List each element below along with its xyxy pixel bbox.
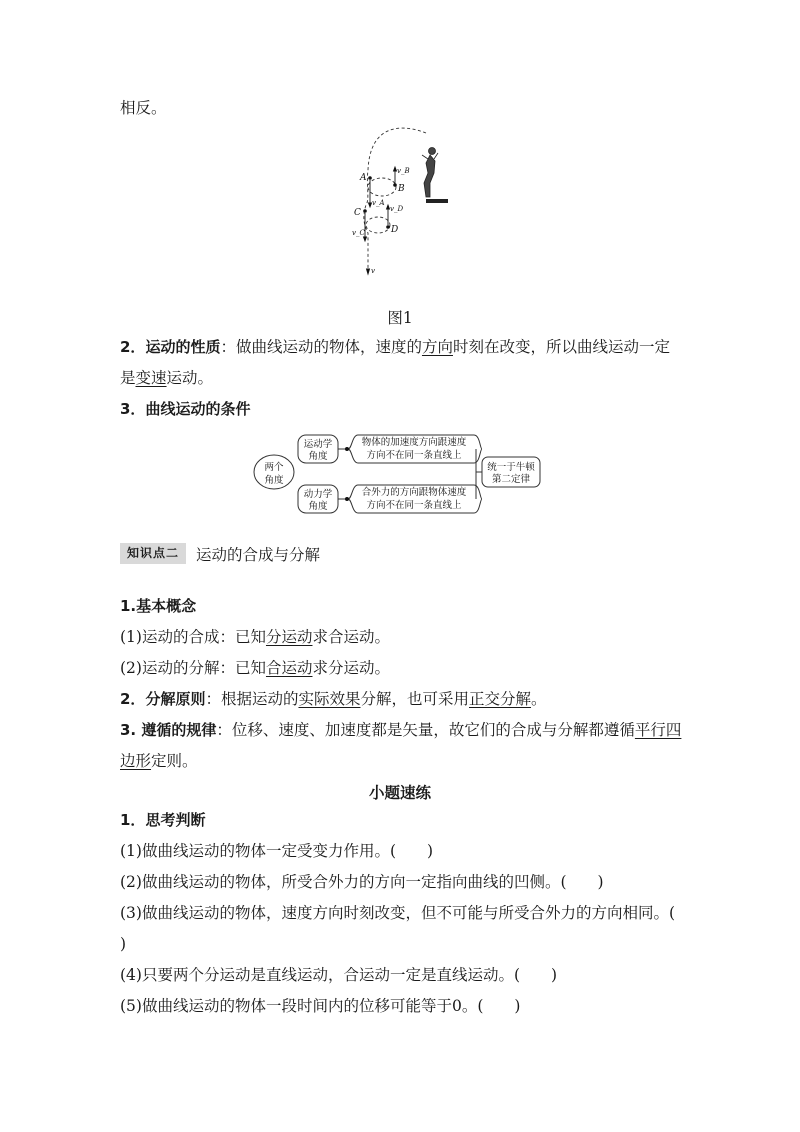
- point-A: [368, 176, 372, 180]
- answer-orthogonal: 正交分解: [469, 690, 532, 708]
- label-B: B: [398, 184, 405, 194]
- knowledge-point-tag: 知识点二: [120, 543, 186, 564]
- question-3: (3)做曲线运动的物体，速度方向时刻改变，但不可能与所受合外力的方向相同。(: [120, 904, 676, 922]
- section2-title: 运动的合成与分解: [196, 546, 321, 564]
- top-desc-2: 方向不在同一条直线上: [366, 450, 462, 461]
- bottom-node-text-2: 角度: [308, 501, 328, 512]
- bottom-desc-2: 方向不在同一条直线上: [366, 500, 462, 511]
- answer-actual-effect: 实际效果: [298, 690, 361, 708]
- loop-lower: [366, 217, 390, 233]
- answer-parallelogram-1: 平行四: [634, 721, 682, 739]
- rule-line1: 3. 遵循的规律：位移、速度、加速度都是矢量，故它们的合成与分解都遵循平行四: [120, 721, 682, 739]
- top-node-text-1: 运动学: [303, 439, 333, 450]
- basic-heading: 1.基本概念: [120, 597, 197, 615]
- curve-condition-concept-map: [250, 425, 550, 517]
- point-C: [363, 209, 367, 213]
- bottom-node-text-1: 动力学: [303, 489, 333, 500]
- basic-line2: (2)运动的分解：已知合运动求分运动。: [120, 659, 390, 677]
- diver-icon: [422, 148, 438, 198]
- item2-label: 运动的性质: [145, 338, 221, 356]
- item2-line1: 2．运动的性质：做曲线运动的物体，速度的方向时刻在改变，所以曲线运动一定: [120, 338, 670, 356]
- top-desc-1: 物体的加速度方向跟速度: [361, 437, 467, 448]
- arrow-v: [367, 269, 370, 274]
- label-v: v: [371, 267, 375, 275]
- right-node-text-2: 第二定律: [491, 474, 531, 485]
- label-C: C: [354, 208, 361, 218]
- practice-heading: 1．思考判断: [120, 811, 206, 829]
- point-D: [386, 225, 390, 229]
- question-4: (4)只要两个分运动是直线运动，合运动一定是直线运动。( ): [120, 966, 558, 984]
- top-text: 相反。: [120, 99, 167, 117]
- answer-component-motion: 分运动: [265, 628, 313, 646]
- item3-heading: 3．曲线运动的条件: [120, 400, 251, 418]
- practice-title: 小题速练: [368, 784, 431, 802]
- label-vD: v_D: [390, 205, 404, 213]
- question-3-cont: ): [120, 935, 127, 953]
- rule-line2: 边形定则。: [120, 752, 198, 770]
- question-2: (2)做曲线运动的物体，所受合外力的方向一定指向曲线的凹侧。( ): [120, 873, 604, 891]
- top-node-text-2: 角度: [308, 451, 328, 462]
- label-vC: v_C: [352, 229, 365, 237]
- question-5: (5)做曲线运动的物体一段时间内的位移可能等于0。( ): [120, 997, 521, 1015]
- right-node-text-1: 统一于牛顿: [487, 462, 535, 473]
- center-text-1: 两个: [264, 462, 284, 473]
- basic-line1: (1)运动的合成：已知分运动求合运动。: [120, 628, 390, 646]
- label-A: A: [360, 173, 367, 183]
- center-text-2: 角度: [264, 475, 284, 486]
- answer-variable-speed: 变速: [135, 369, 167, 387]
- item2-line2: 是变速运动。: [120, 369, 214, 387]
- principle-line: 2．分解原则：根据运动的实际效果分解，也可采用正交分解。: [120, 690, 547, 708]
- bottom-desc-1: 合外力的方向跟物体速度: [361, 487, 467, 498]
- label-D: D: [391, 225, 399, 235]
- answer-resultant-motion: 合运动: [265, 659, 313, 677]
- question-1: (1)做曲线运动的物体一定受变力作用。( ): [120, 842, 434, 860]
- diving-platform: [426, 199, 448, 203]
- label-vA: v_A: [372, 199, 385, 207]
- diver-trajectory-figure: [340, 125, 460, 277]
- label-vB: v_B: [397, 167, 410, 175]
- answer-parallelogram-2: 边形: [120, 752, 152, 770]
- answer-direction: 方向: [421, 338, 453, 356]
- figure-caption: 图1: [387, 309, 413, 327]
- loop-upper: [368, 178, 396, 196]
